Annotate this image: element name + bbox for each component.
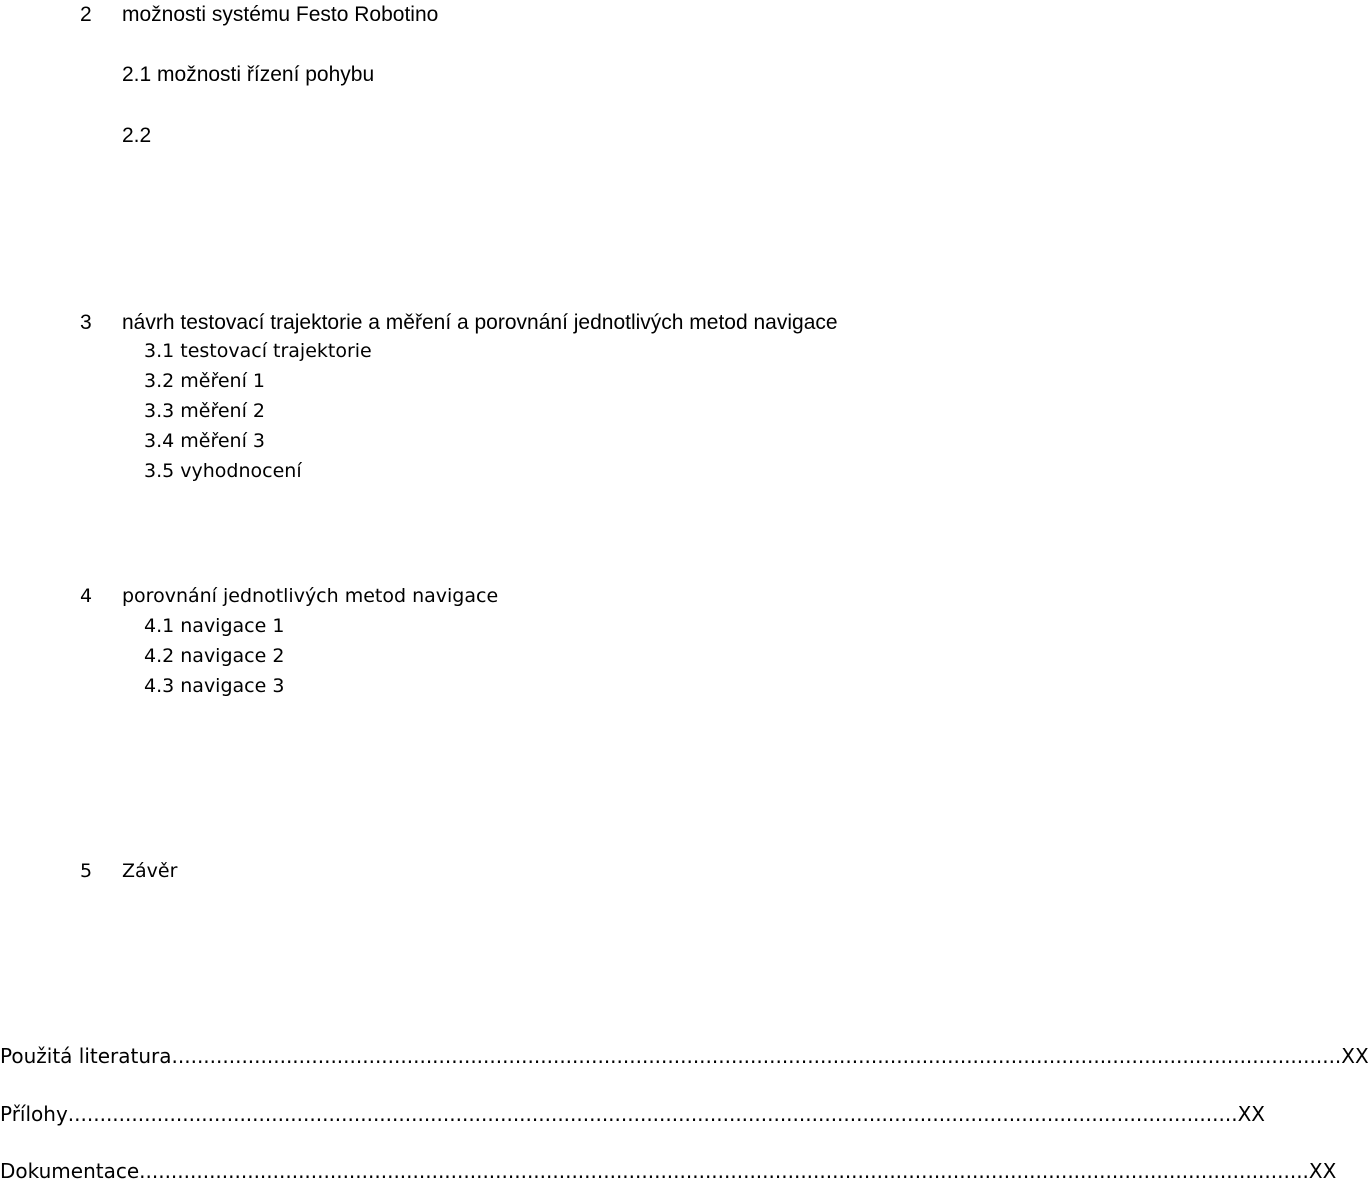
subsection-3-1: 3.1 testovací trajektorie xyxy=(144,340,372,362)
subsection-4-1: 4.1 navigace 1 xyxy=(144,615,285,637)
back-matter-page: XX xyxy=(1308,1159,1337,1183)
section-2-number: 2 xyxy=(80,3,92,26)
back-matter-page: XX xyxy=(1341,1044,1369,1068)
back-matter-appendices xyxy=(0,1102,1265,1126)
back-matter-documentation xyxy=(0,1159,1337,1183)
dot-leader: ........................................................................................................................................................................................ xyxy=(139,1159,1309,1183)
section-3-number: 3 xyxy=(80,311,92,334)
section-3-title: návrh testovací trajektorie a měření a porovnání jednotlivých metod navigace xyxy=(122,311,838,334)
back-matter-label: Dokumentace xyxy=(0,1159,140,1183)
subsection-2-1: 2.1 možnosti řízení pohybu xyxy=(122,63,375,86)
subsection-3-5: 3.5 vyhodnocení xyxy=(144,460,302,482)
dot-leader: ........................................................................................................................................................................................ xyxy=(67,1102,1238,1126)
subsection-3-4: 3.4 měření 3 xyxy=(144,430,265,452)
subsection-2-2: 2.2 xyxy=(122,124,152,147)
subsection-3-2: 3.2 měření 1 xyxy=(144,370,265,392)
subsection-4-2: 4.2 navigace 2 xyxy=(144,645,285,667)
section-5-number: 5 xyxy=(80,860,93,882)
section-4-title: porovnání jednotlivých metod navigace xyxy=(122,585,499,607)
back-matter-page: XX xyxy=(1237,1102,1265,1126)
section-2-title: možnosti systému Festo Robotino xyxy=(122,3,439,26)
subsection-4-3: 4.3 navigace 3 xyxy=(144,675,285,697)
section-4-number: 4 xyxy=(80,585,93,607)
back-matter-label: Přílohy xyxy=(0,1102,68,1126)
back-matter-label: Použitá literatura xyxy=(0,1044,172,1068)
subsection-3-3: 3.3 měření 2 xyxy=(144,400,265,422)
back-matter-literature xyxy=(0,1044,1369,1068)
section-5-title: Závěr xyxy=(122,860,178,882)
dot-leader: ........................................................................................................................................................................................ xyxy=(171,1044,1342,1068)
